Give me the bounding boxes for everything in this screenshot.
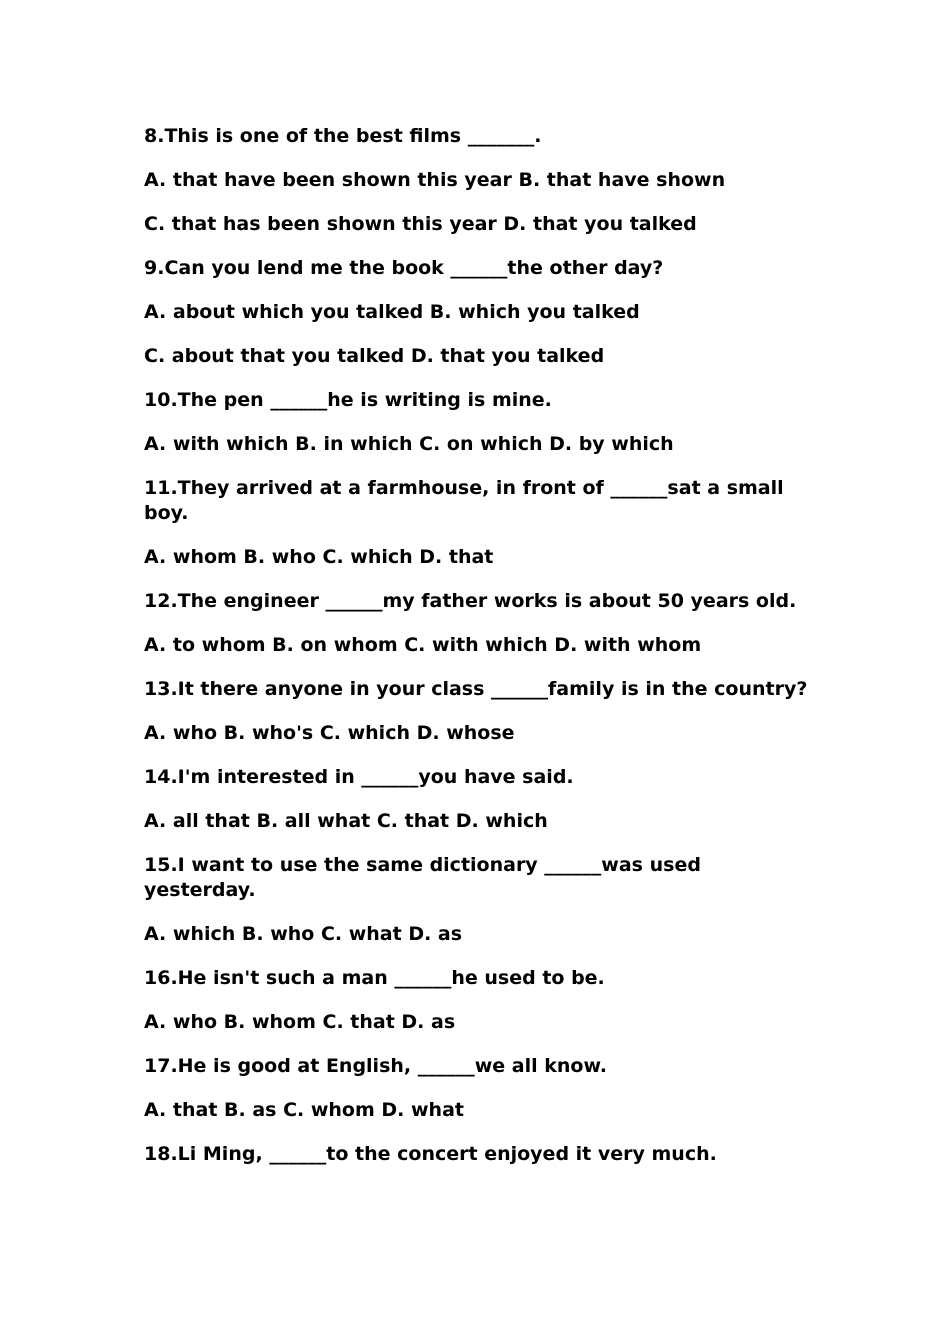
options-16: A. who B. whom C. that D. as (144, 1011, 456, 1033)
question-18: 18.Li Ming, ______to the concert enjoyed it very much. (144, 1143, 717, 1165)
options-15: A. which B. who C. what D. as (144, 923, 463, 945)
question-8: 8.This is one of the best films _______. (144, 125, 542, 147)
options-13: A. who B. who's C. which D. whose (144, 722, 515, 744)
question-16: 16.He isn't such a man ______he used to be. (144, 967, 605, 989)
options-14: A. all that B. all what C. that D. which (144, 810, 548, 832)
options-11: A. whom B. who C. which D. that (144, 546, 494, 568)
options-17: A. that B. as C. whom D. what (144, 1099, 464, 1121)
question-17: 17.He is good at English, ______we all know. (144, 1055, 608, 1077)
question-15: 15.I want to use the same dictionary ______was used yesterday. (144, 854, 701, 901)
question-9: 9.Can you lend me the book ______the other day? (144, 257, 664, 279)
options-8-cd: C. that has been shown this year D. that you talked (144, 213, 697, 235)
question-10: 10.The pen ______he is writing is mine. (144, 389, 552, 411)
question-13: 13.It there anyone in your class ______family is in the country? (144, 678, 808, 700)
options-8-ab: A. that have been shown this year B. that have shown (144, 169, 726, 191)
question-12: 12.The engineer ______my father works is about 50 years old. (144, 590, 797, 612)
question-11: 11.They arrived at a farmhouse, in front of ______sat a small boy. (144, 477, 784, 524)
options-10: A. with which B. in which C. on which D. by which (144, 433, 674, 455)
options-12: A. to whom B. on whom C. with which D. with whom (144, 634, 702, 656)
options-9-ab: A. about which you talked B. which you talked (144, 301, 640, 323)
options-9-cd: C. about that you talked D. that you talked (144, 345, 605, 367)
document-page (144, 124, 814, 1186)
question-14: 14.I'm interested in ______you have said. (144, 766, 574, 788)
